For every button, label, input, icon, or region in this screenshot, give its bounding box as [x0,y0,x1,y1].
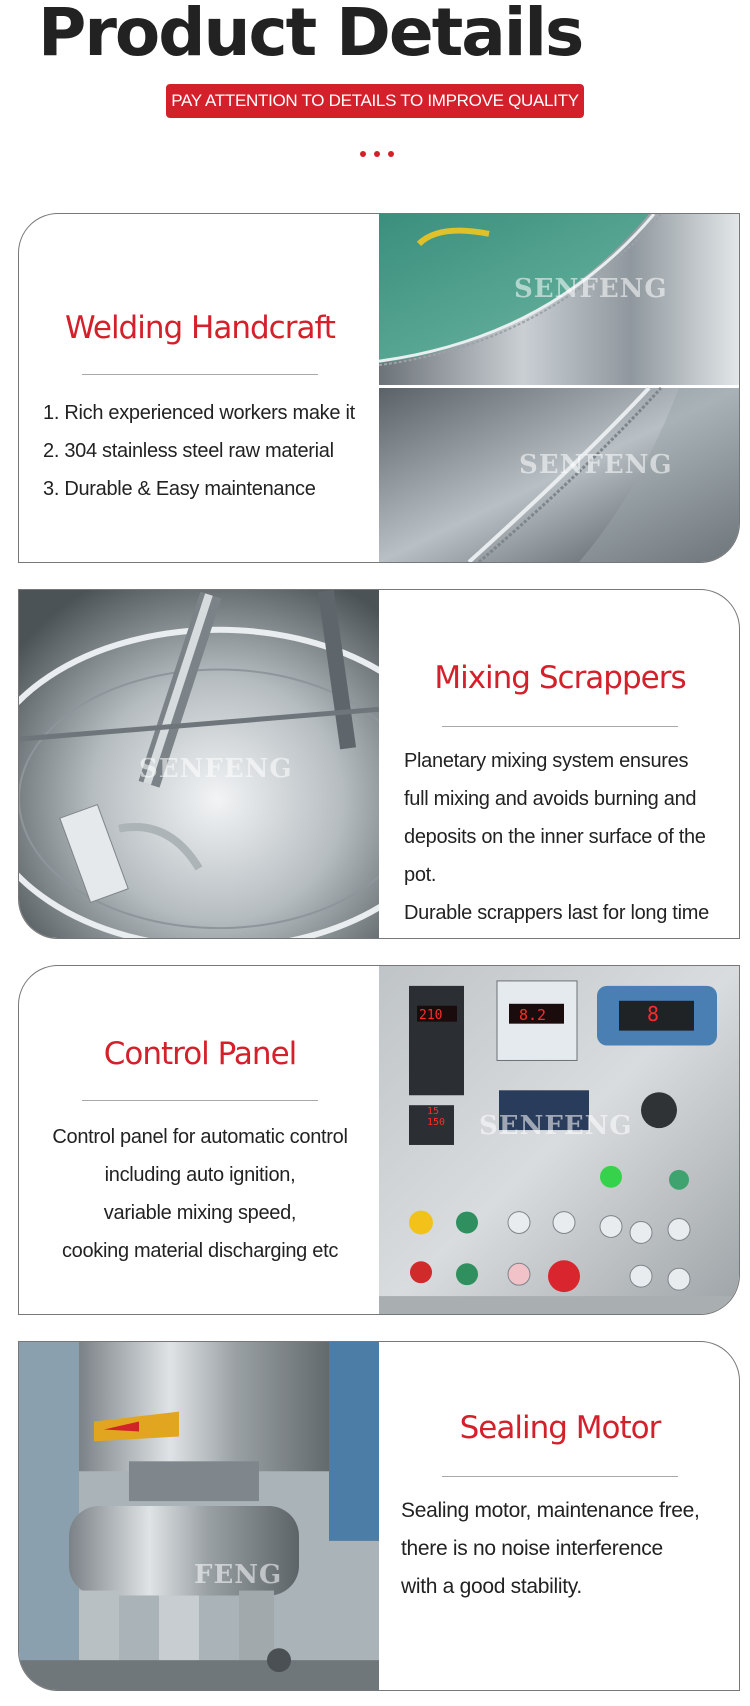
description [19,1118,381,1270]
watermark: FENG [194,1560,283,1590]
page-title: Product Details [38,0,583,71]
controller-display: 8.2 [519,1006,547,1024]
timer-display [427,1106,445,1128]
description-line: deposits on the inner surface of the pot. [404,826,706,886]
section-text [379,1342,740,1690]
section-text [379,590,740,938]
description-line: Sealing motor, maintenance free, [401,1499,700,1522]
control-panel-photo [379,966,739,1314]
timer-top: 15 [427,1106,440,1117]
description-line: including auto ignition, [104,1164,296,1186]
section-divider [82,374,318,375]
description [401,1492,700,1606]
description-line: full mixing and avoids burning and [404,788,697,810]
mixing-photo [19,590,379,938]
decorative-dots [360,151,394,157]
description-line: with a good stability. [401,1575,582,1598]
list-item: 2. 304 stainless steel raw material [43,440,334,462]
section-control-panel [18,965,740,1315]
welding-photo [379,214,739,562]
section-title: Sealing Motor [459,1410,661,1446]
list-item: 3. Durable & Easy maintenance [43,478,316,500]
description-line: cooking material discharging etc [61,1240,339,1262]
description-line: there is no noise interference [401,1537,663,1560]
section-text [19,966,381,1314]
list-item: 1. Rich experienced workers make it [43,402,355,424]
digit-display: 8 [647,1002,660,1026]
description-line: Durable scrappers last for long time [404,902,709,924]
feature-list [43,394,355,508]
section-text [19,214,381,562]
description-line: Planetary mixing system ensures [404,750,689,772]
sealing-motor-photo [19,1342,379,1690]
section-divider [82,1100,318,1101]
watermark: SENFENG [519,450,673,480]
section-title: Welding Handcraft [65,310,335,346]
section-divider [442,1476,678,1477]
watermark: SENFENG [479,1111,633,1141]
description-line: variable mixing speed, [103,1202,297,1224]
description-line: Control panel for automatic control [52,1126,348,1148]
subtitle-banner: PAY ATTENTION TO DETAILS TO IMPROVE QUALITY [166,84,584,118]
watermark: SENFENG [139,754,293,784]
watermark: SENFENG [514,274,668,304]
section-title: Control Panel [103,1036,297,1072]
timer-bottom: 150 [427,1117,446,1128]
section-title: Mixing Scrappers [434,660,686,696]
temperature-display: 210 [419,1008,443,1023]
description [404,742,740,932]
section-sealing-motor [18,1341,740,1691]
section-divider [442,726,678,727]
section-welding-handcraft [18,213,740,563]
section-mixing-scrappers [18,589,740,939]
